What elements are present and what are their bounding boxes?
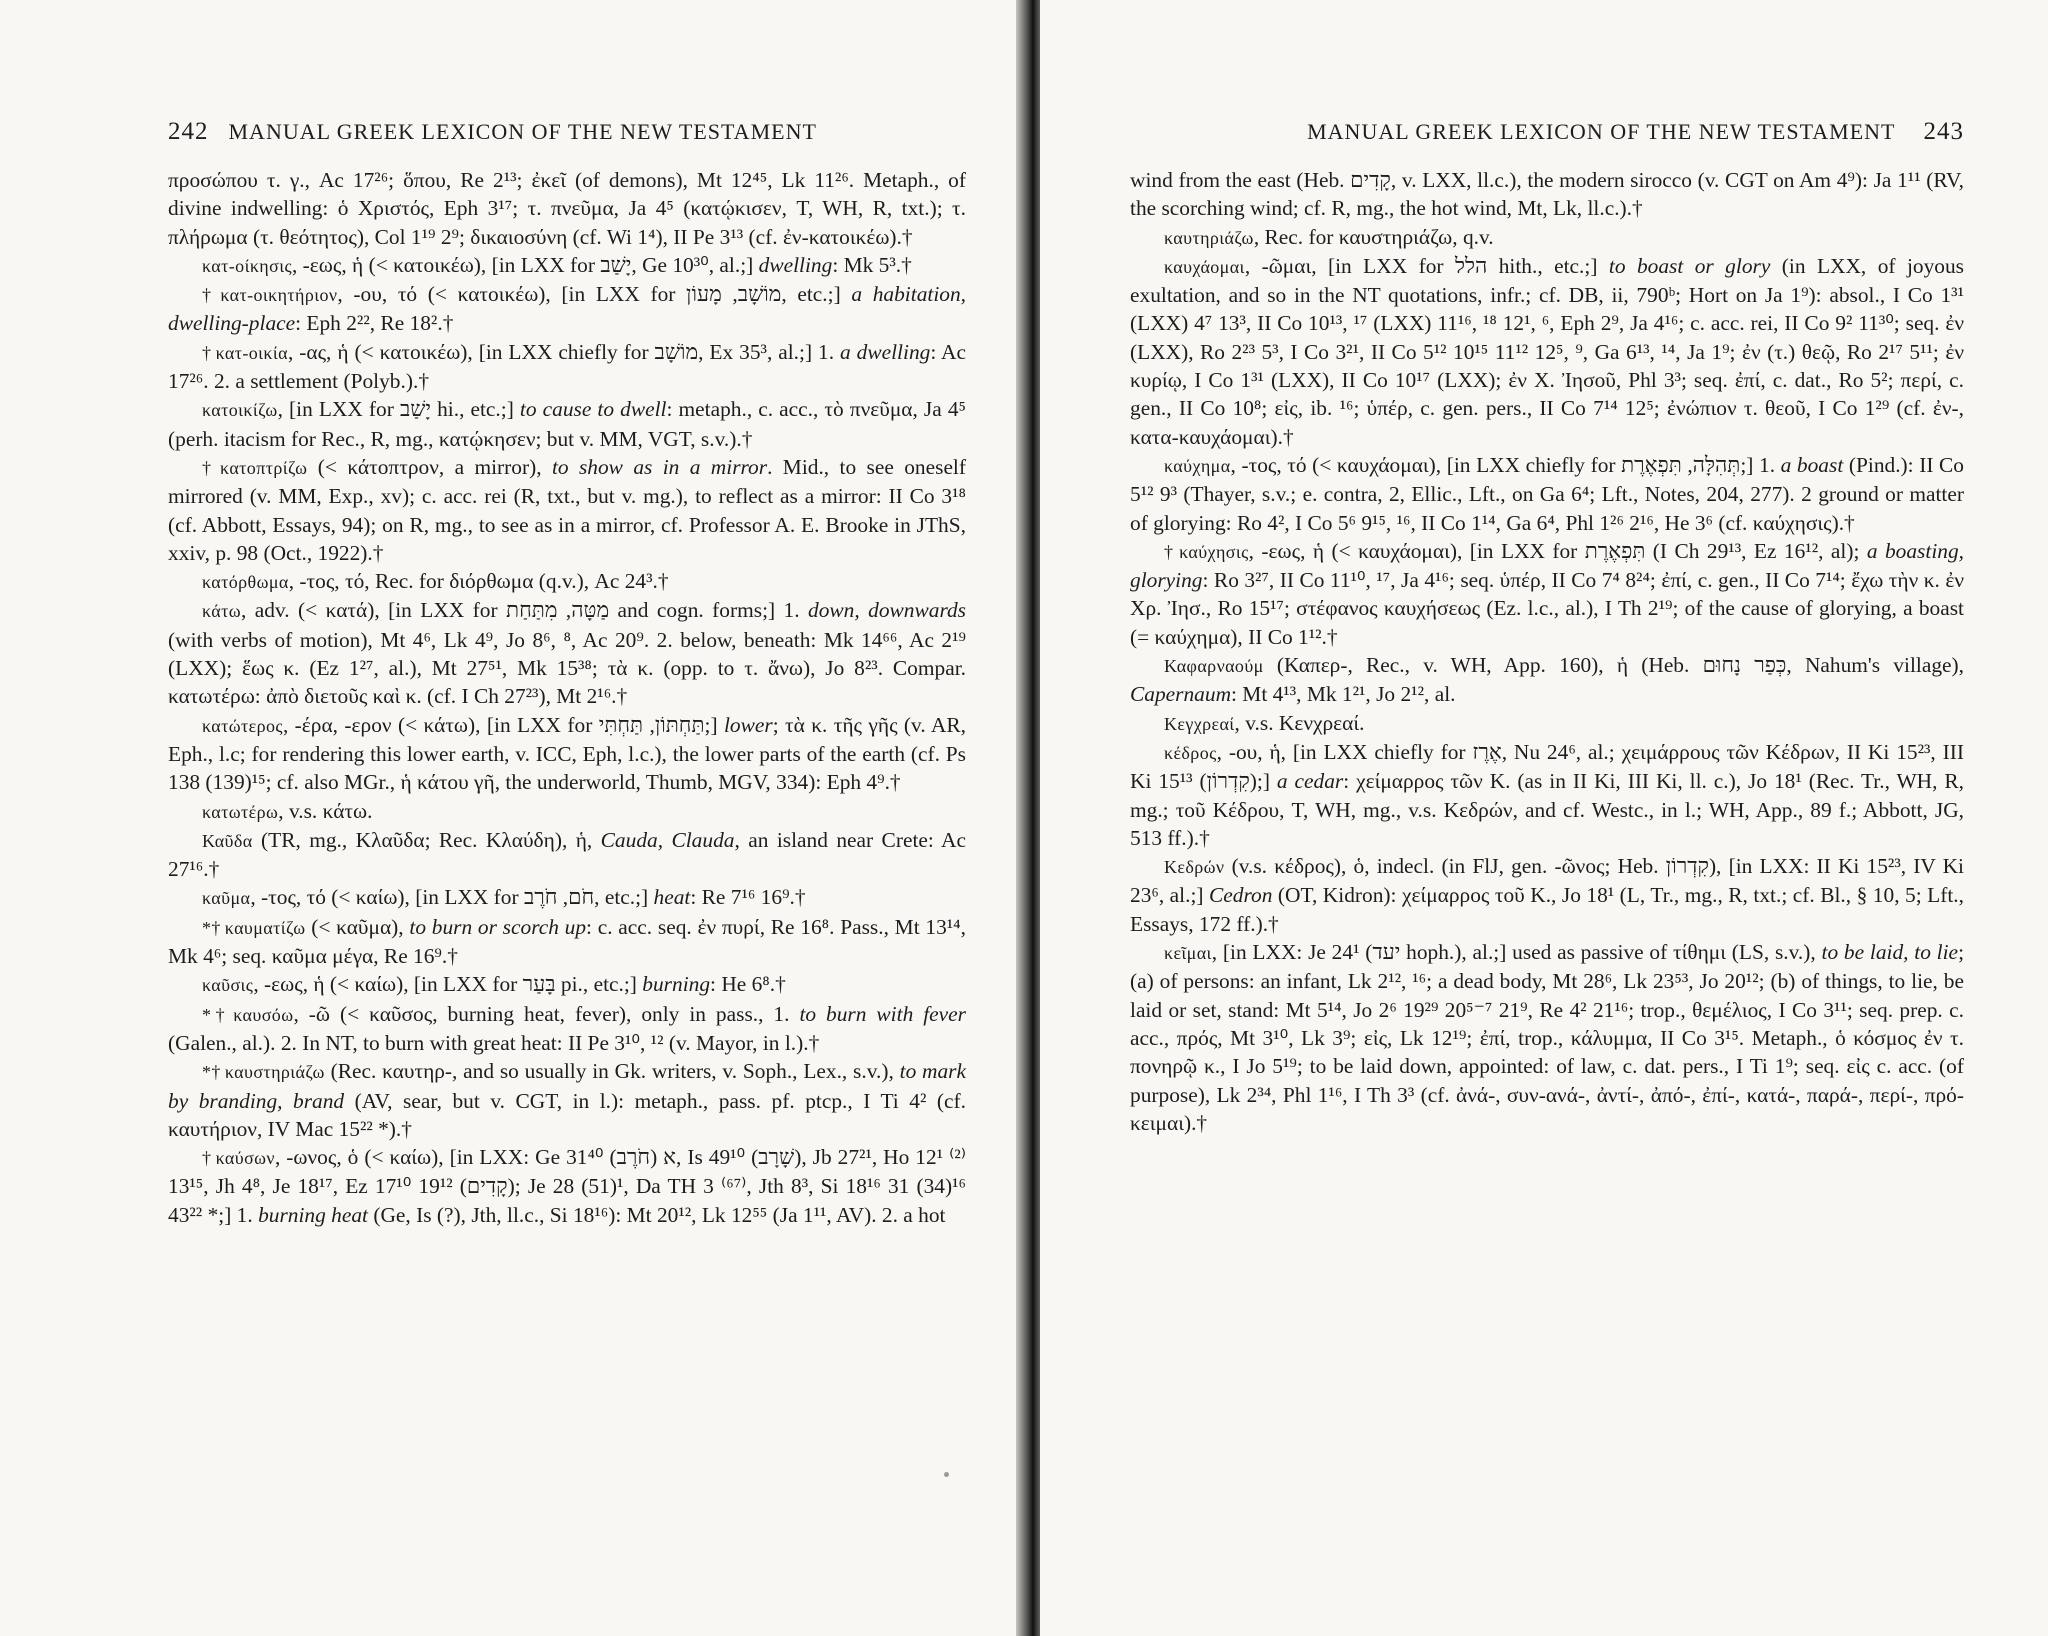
entry-text: , -εως, ἡ (< καίω), [in LXX for בָּעַר pi., etc.;] bbox=[253, 972, 643, 997]
entry-text: , -τος, τό (< καίω), [in LXX for חֹם, חֹרֶב, etc.;] bbox=[250, 885, 654, 910]
entry-headword: κατωτέρω bbox=[202, 801, 279, 822]
lexicon-entry bbox=[168, 1143, 966, 1229]
entry-tail: (Pind.): II Co 5¹² 9³ (Thayer, s.v.; e. contra, 2, Ellic., Lft., on Ga 6⁴; Lft., Notes, 204, 277). 2 ground or matter of glorying: Ro 4², I Co 5⁶ 9¹⁵, ¹⁶, II Co 1¹⁴, Ga 6⁴, Phl 1²⁶ 2¹⁶, He 3⁶ (cf. καύχησις).† bbox=[1130, 452, 1964, 535]
entry-definition: to boast or glory bbox=[1608, 253, 1771, 278]
entry-text: , v.s. Κενχρεαί. bbox=[1234, 710, 1365, 735]
left-entries bbox=[168, 166, 966, 1229]
entry-headword: καῦμα bbox=[202, 888, 251, 909]
entry-headword: κατόρθωμα bbox=[202, 572, 289, 593]
entry-text: , [in LXX: Je 24¹ (יעד hoph.), al.;] used as passive of τίθημι (LS, s.v.), bbox=[1211, 940, 1822, 965]
left-running-title: MANUAL GREEK LEXICON OF THE NEW TESTAMENT bbox=[228, 119, 817, 144]
right-page bbox=[1040, 0, 2048, 1636]
entry-text: , -τος, τό, Rec. for διόρθωμα (q.v.), Ac 24³.† bbox=[288, 569, 669, 594]
entry-definition: Cedron bbox=[1209, 883, 1273, 908]
entry-tail: ; τὰ κ. τῆς γῆς (v. AR, Eph., l.c; for rendering this lower earth, v. ICC, Eph, l.c.), the lower parts of the earth (cf. Ps 138 (139)¹⁵; cf. also MGr., ἡ κάτου γῆ, the underworld, Thumb, MGV, 334): Eph 4⁹.† bbox=[168, 712, 966, 795]
entry-tail: , an island near Crete: Ac 27¹⁶.† bbox=[168, 827, 966, 882]
entry-definition: a boasting, glorying bbox=[1130, 538, 1964, 593]
entry-definition: dwelling bbox=[758, 252, 833, 277]
entry-tail: : χείμαρρος τῶν Κ. (as in II Ki, III Ki, ll. c.), Jo 18¹ (Rec. Tr., WH, R, mg.; τοῦ Κέδρου, T, WH, mg., v.s. Κεδρών, and cf. Westc., in l.; WH, App., 89 f.; Abbott, JG, 513 ff.).† bbox=[1130, 769, 1964, 850]
entry-headword: κατώτερος bbox=[202, 715, 283, 736]
right-page-number: 243 bbox=[1923, 118, 1964, 145]
entry-text: , -ῶ (< καῦσος, burning heat, fever), only in pass., 1. bbox=[293, 1001, 800, 1026]
entry-text: , -ου, τό (< κατοικέω), [in LXX for מוֹשָׁב, מָעוֹן, etc.;] bbox=[337, 282, 852, 307]
entry-tail: (AV, sear, but v. CGT, in l.): metaph., pass. pf. ptcp., I Ti 4² (cf. καυτήριον, IV Mac 15²² *).† bbox=[168, 1088, 966, 1141]
lexicon-entry bbox=[168, 1057, 966, 1143]
entry-headword: καῦσις bbox=[202, 975, 254, 996]
lexicon-entry bbox=[168, 711, 966, 797]
entry-marker: *† bbox=[202, 1004, 230, 1025]
entry-headword: Καῦδα bbox=[202, 830, 253, 851]
lexicon-entry bbox=[1130, 709, 1964, 738]
entry-tail: : c. acc. seq. ἐν πυρί, Re 16⁸. Pass., Mt 13¹⁴, Mk 4⁶; seq. καῦμα μέγα, Re 16⁹.† bbox=[168, 914, 966, 969]
entry-headword: Κεδρών bbox=[1164, 857, 1225, 878]
entry-definition: to mark by branding, brand bbox=[168, 1059, 967, 1113]
entry-tail: (in LXX, of joyous exultation, and so in the NT quotations, infr.; cf. DB, ii, 790ᵇ; Hort on Ja 1⁹): absol., I Co 1³¹ (LXX) 4⁷ 13³, II Co 10¹³, ¹⁷ (LXX) 11¹⁶, ¹⁸ 12¹, ⁶, Eph 2⁹, Ja 4¹⁶; c. acc. rei, II Co 9² 11³⁰; seq. ἐν (LXX), Ro 2²³ 5³, I Co 3²¹, II Co 5¹² 10¹⁵ 11¹² 12⁵, ⁹, Ga 6¹³, ¹⁴, Ja 1⁹; ἐν (τ.) θεῷ, Ro 2¹⁷ 5¹¹; ἐν κυρίῳ, I Co 1³¹ (LXX), II Co 10¹⁷ (LXX); ἐν X. Ἰησοῦ, Phl 3³; seq. ἐπί, c. dat., Ro 5²; περί, c. gen., II Co 10⁸; εἰς, ib. ¹⁶; ὑπέρ, c. gen. pers., II Co 7¹⁴ 12⁵; ἐνώπιον τ. θεοῦ, I Co 1²⁹ (cf. ἐν-, κατα-καυχάομαι).† bbox=[1130, 253, 1964, 449]
entry-marker: † bbox=[202, 342, 212, 363]
entry-definition: to show as in a mirror bbox=[551, 454, 768, 479]
entry-text: , v.s. κάτω. bbox=[278, 798, 373, 823]
entry-definition: down, downwards bbox=[808, 598, 966, 623]
right-entries bbox=[1130, 166, 1964, 1137]
lexicon-entry bbox=[168, 883, 966, 912]
entry-text: , -τος, τό (< καυχάομαι), [in LXX chiefly for תְּהִלָּה, תִּפְאֶרֶת;] 1. bbox=[1230, 452, 1781, 477]
entry-definition: a habitation, dwelling-place bbox=[168, 282, 967, 336]
entry-text: (v.s. κέδρος), ὁ, indecl. (in FlJ, gen. -ῶνος; Heb. קִדְרוֹן), [in LXX: II Ki 15²³, IV Ki 23⁶, al.;] bbox=[1130, 854, 1964, 908]
entry-headword: κατ-οικία bbox=[215, 342, 288, 363]
entry-headword: κέδρος bbox=[1164, 742, 1217, 763]
entry-tail: : Mt 4¹³, Mk 1²¹, Jo 2¹², al. bbox=[1231, 682, 1456, 707]
lexicon-entry bbox=[168, 970, 966, 999]
entry-marker: † bbox=[202, 1148, 212, 1169]
entry-tail: (Galen., al.). 2. In NT, to burn with great heat: II Pe 3¹⁰, ¹² (v. Mayor, in l.).† bbox=[168, 1030, 820, 1055]
lexicon-entry bbox=[168, 251, 966, 280]
entry-continuation bbox=[1130, 166, 1964, 223]
entry-text: , [in LXX for יָשַׁב hi., etc.;] bbox=[277, 397, 520, 422]
entry-headword: Κεγχρεαί bbox=[1164, 713, 1235, 734]
entry-marker: † bbox=[1164, 541, 1176, 562]
entry-definition: a cedar bbox=[1276, 769, 1344, 794]
entry-marker: *† bbox=[202, 917, 221, 938]
entry-definition: a boast bbox=[1780, 452, 1844, 477]
lexicon-entry bbox=[1130, 451, 1964, 537]
entry-text: (Rec. καυτηρ-, and so usually in Gk. writers, v. Soph., Lex., s.v.), bbox=[324, 1059, 900, 1084]
lexicon-entry bbox=[168, 913, 966, 971]
entry-definition: Capernaum bbox=[1130, 682, 1232, 707]
entry-marker: *† bbox=[202, 1062, 221, 1083]
entry-marker: † bbox=[202, 457, 217, 478]
entry-definition: a dwelling bbox=[840, 339, 931, 364]
entry-text: (TR, mg., Κλαῦδα; Rec. Κλαύδη), ἡ, bbox=[252, 827, 601, 852]
entry-definition: Cauda, Clauda bbox=[600, 827, 735, 852]
entry-text: wind from the east (Heb. קָדִים, v. LXX, ll.c.), the modern sirocco (v. CGT on Am 4⁹): Ja 1¹¹ (RV, the scorching wind; cf. R, mg., the hot wind, Mt, Lk, ll.c.).† bbox=[1130, 168, 1964, 221]
entry-text: (< καῦμα), bbox=[305, 914, 410, 939]
entry-tail: : He 6⁸.† bbox=[710, 972, 786, 997]
entry-text: , -ῶμαι, [in LXX for הלל hith., etc.;] bbox=[1244, 253, 1609, 278]
lexicon-entry bbox=[168, 596, 966, 710]
entry-headword: Καφαρναούμ bbox=[1164, 656, 1264, 677]
entry-headword: καυχάομαι bbox=[1164, 256, 1245, 277]
lexicon-entry bbox=[168, 567, 966, 596]
entry-continuation bbox=[168, 166, 966, 251]
lexicon-entry bbox=[168, 453, 966, 567]
entry-text: προσώπου τ. γ., Ac 17²⁶; ὅπου, Re 2¹³; ἐκεῖ (of demons), Mt 12⁴⁵, Lk 11²⁶. Metaph., of divine indwelling: ὁ Χριστός, Eph 3¹⁷; τ. πνεῦμα, Ja 4⁵ (κατῴκισεν, T, WH, R, txt.); τ. πλήρωμα (τ. θεότητος), Col 1¹⁹ 2⁹; δικαιοσύνη (cf. Wi 1⁴), II Pe 3¹³ (cf. ἐν-κατοικέω).† bbox=[168, 168, 966, 249]
lexicon-entry bbox=[1130, 537, 1964, 651]
entry-tail: : Mk 5³.† bbox=[832, 252, 912, 277]
entry-headword: κατ-οίκησις bbox=[202, 255, 292, 276]
entry-definition: lower bbox=[723, 712, 773, 737]
lexicon-entry bbox=[168, 797, 966, 826]
entry-definition: to be laid, to lie bbox=[1821, 940, 1959, 965]
entry-text: , -ας, ἡ (< κατοικέω), [in LXX chiefly for מוֹשָׁב, Ex 35³, al.;] 1. bbox=[287, 339, 841, 364]
entry-headword: καύχημα bbox=[1164, 455, 1231, 476]
left-running-head bbox=[168, 118, 966, 146]
entry-tail: (with verbs of motion), Mt 4⁶, Lk 4⁹, Jo 8⁶, ⁸, Ac 20⁹. 2. below, beneath: Mk 14⁶⁶, Ac 2¹⁹ (LXX); ἕως κ. (Ez 1²⁷, al.), Mt 27⁵¹, Mk 15³⁸; τὰ κ. (opp. to τ. ἄνω), Jo 8²³. Compar. κατωτέρω: ἀπὸ διετοῦς καὶ κ. (cf. I Ch 27²³), Mt 2¹⁶.† bbox=[168, 627, 966, 709]
entry-headword: κάτω bbox=[202, 601, 242, 622]
entry-tail: : Ro 3²⁷, II Co 11¹⁰, ¹⁷, Ja 4¹⁶; seq. ὑπέρ, II Co 7⁴ 8²⁴; ἐπί, c. gen., II Co 7¹⁴; ἔχω τὴν κ. ἐν Χρ. Ἰησ., Ro 15¹⁷; στέφανος καυχήσεως (Ez. l.c., al.), I Th 2¹⁹; of the cause of glorying, a boast (= καύχημα), II Co 1¹².† bbox=[1130, 568, 1964, 649]
entry-headword: καυσόω bbox=[233, 1004, 294, 1025]
entry-headword: καυτηριάζω bbox=[1164, 227, 1254, 248]
entry-headword: κατ-οικητήριον bbox=[220, 285, 338, 306]
lexicon-entry bbox=[1130, 651, 1964, 709]
entry-headword: καύχησις bbox=[1179, 541, 1249, 562]
entry-text: , -εως, ἡ (< καυχάομαι), [in LXX for תִּפְאֶרֶת (I Ch 29¹³, Ez 16¹², al); bbox=[1248, 538, 1867, 563]
lexicon-entry bbox=[1130, 938, 1964, 1137]
entry-text: , -ωνος, ὁ (< καίω), [in LXX: Ge 31⁴⁰ א (חֹרֶב), Is 49¹⁰ (שָׁרָב), Jb 27²¹, Ho 12¹ ⁽²⁾ 13¹⁵, Jh 4⁸, Je 18¹⁷, Ez 17¹⁰ 19¹² (קָדִים); Je 28 (51)¹, Da TH 3 ⁽⁶⁷⁾, Jth 8³, Si 18¹⁶ 31 (34)¹⁶ 43²² *;] 1. bbox=[168, 1145, 966, 1227]
lexicon-entry bbox=[1130, 223, 1964, 252]
entry-text: , -έρα, -ερον (< κάτω), [in LXX for תַּחְתּוֹן, תַּחְתִּי;] bbox=[282, 712, 724, 737]
entry-headword: καυστηριάζω bbox=[224, 1062, 325, 1083]
lexicon-entry bbox=[168, 338, 966, 396]
entry-text: , -εως, ἡ (< κατοικέω), [in LXX for יָשַׁב, Ge 10³⁰, al.;] bbox=[291, 252, 759, 277]
entry-tail: : metaph., c. acc., τὸ πνεῦμα, Ja 4⁵ (perh. itacism for Rec., R, mg., κατῴκησεν; but v. MM, VGT, s.v.).† bbox=[168, 397, 966, 451]
entry-text: , adv. (< κατά), [in LXX for מַטָּה, מִתַּחַת and cogn. forms;] 1. bbox=[241, 598, 809, 623]
lexicon-entry bbox=[1130, 852, 1964, 938]
lexicon-entry bbox=[168, 826, 966, 884]
entry-definition: to cause to dwell bbox=[519, 397, 667, 422]
entry-text: (Καπερ-, Rec., v. WH, App. 160), ἡ (Heb. כְּפַר נָחוּם, Nahum's village), bbox=[1263, 653, 1964, 678]
entry-tail: : Re 7¹⁶ 16⁹.† bbox=[690, 885, 806, 910]
right-running-title: MANUAL GREEK LEXICON OF THE NEW TESTAMENT bbox=[1307, 119, 1896, 144]
entry-tail: ; (a) of persons: an infant, Lk 2¹², ¹⁶; a dead body, Mt 28⁶, Lk 23⁵³, Jo 20¹²; (b) of things, to lie, be laid or set, stand: Mt 5¹⁴, Jo 2⁶ 19²⁹ 20⁵⁻⁷ 21⁹, Re 4² 21¹⁶; trop., θεμέλιος, I Co 3¹¹; seq. prep. c. acc., πρός, Mt 3¹⁰, Lk 3⁹; εἰς, Lk 12¹⁹; ἐπί, trop., κάλυμμα, II Co 3¹⁵. Metaph., ὁ κόσμος ἐν τ. πονηρῷ κ., I Jo 5¹⁹; to be laid down, appointed: of law, c. dat. pers., I Ti 1⁹; seq. εἰς c. acc. (of purpose), Lk 2³⁴, Phl 1¹⁶, I Th 3³ (cf. ἀνά-, συν-ανά-, ἀντί-, ἀπό-, ἐπί-, κατά-, παρά-, περί-, πρό-κειμαι).† bbox=[1130, 940, 1965, 1135]
entry-marker: † bbox=[202, 285, 217, 306]
entry-text: (< κάτοπτρον, a mirror), bbox=[307, 454, 552, 479]
lexicon-entry bbox=[168, 395, 966, 453]
entry-definition: heat bbox=[653, 885, 691, 910]
entry-headword: κατοικίζω bbox=[202, 400, 278, 421]
entry-tail: (Ge, Is (?), Jth, ll.c., Si 18¹⁶): Mt 20¹², Lk 12⁵⁵ (Ja 1¹¹, AV). 2. a hot bbox=[368, 1202, 946, 1227]
lexicon-entry bbox=[1130, 252, 1964, 451]
entry-tail: : Ac 17²⁶. 2. a settlement (Polyb.).† bbox=[168, 339, 966, 394]
entry-definition: burning bbox=[642, 972, 711, 997]
entry-text: , Rec. for καυστηριάζω, q.v. bbox=[1253, 224, 1494, 249]
lexicon-entry bbox=[168, 1000, 966, 1058]
entry-headword: κεῖμαι bbox=[1164, 943, 1212, 964]
entry-headword: καυματίζω bbox=[224, 917, 306, 938]
entry-tail: : Eph 2²², Re 18².† bbox=[295, 311, 454, 336]
right-running-head bbox=[1130, 118, 1964, 146]
entry-definition: burning heat bbox=[258, 1202, 368, 1227]
entry-definition: to burn or scorch up bbox=[409, 914, 587, 939]
page-speck bbox=[944, 1472, 949, 1477]
entry-text: , -ου, ἡ, [in LXX chiefly for אֶרֶז, Nu 24⁶, al.; χειμάρρους τῶν Κέδρων, II Ki 15²³, III Ki 15¹³ (קִדְרוֹן);] bbox=[1130, 739, 1964, 794]
entry-tail: (OT, Kidron): χείμαρρος τοῦ Κ., Jo 18¹ (L, Tr., mg., R, txt.; cf. Bl., § 10, 5; Lft., Essays, 172 ff.).† bbox=[1130, 883, 1964, 936]
lexicon-entry bbox=[168, 280, 966, 338]
lexicon-entry bbox=[1130, 738, 1964, 852]
entry-tail: . Mid., to see oneself mirrored (v. MM, Exp., xv); c. acc. rei (R, txt., but v. mg.), to reflect as a mirror: II Co 3¹⁸ (cf. Abbott, Essays, 94); on R, mg., to see as in a mirror, cf. Professor A. E. Brooke in JThS, xxiv, p. 98 (Oct., 1922).† bbox=[168, 454, 966, 565]
entry-headword: κατοπτρίζω bbox=[220, 457, 308, 478]
left-page-number: 242 bbox=[168, 118, 209, 145]
entry-headword: καύσων bbox=[215, 1148, 275, 1169]
entry-definition: to burn with fever bbox=[799, 1001, 966, 1026]
